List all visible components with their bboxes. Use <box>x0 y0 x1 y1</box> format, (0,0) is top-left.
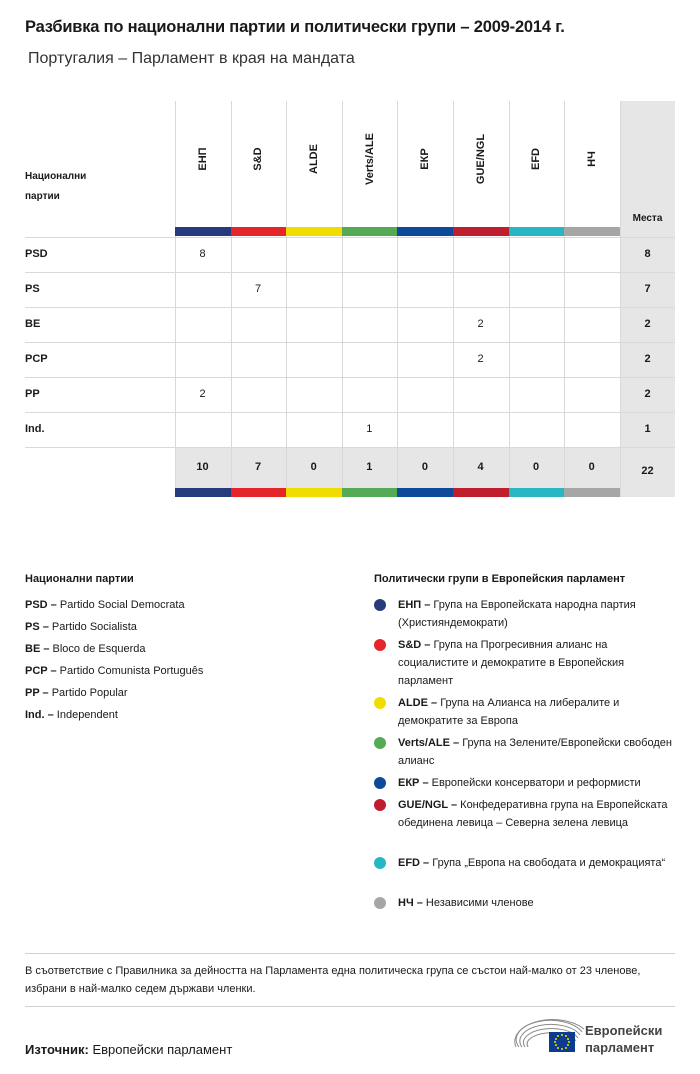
national-parties-header: Национални партии <box>25 171 87 202</box>
party-total-seats: 2 <box>644 353 651 365</box>
source-value: Европейски парламент <box>92 1042 233 1057</box>
seat-count-cell: 7 <box>255 283 262 295</box>
group-color-bar <box>231 227 287 236</box>
source-line <box>25 1042 232 1057</box>
group-color-bar-bottom <box>342 488 398 497</box>
row-divider <box>25 272 675 273</box>
political-group-item: ALDE – Група на Алианса на либералите и демократите за Европа <box>398 697 620 727</box>
party-row-label: PP <box>25 388 40 400</box>
group-header: GUE/NGL <box>474 133 487 185</box>
row-divider <box>25 412 675 413</box>
group-color-dot <box>374 777 386 789</box>
national-party-item: PS – Partido Socialista <box>25 621 137 633</box>
party-total-seats: 7 <box>644 283 651 295</box>
group-color-bar <box>286 227 342 236</box>
seat-count-cell: 2 <box>199 388 206 400</box>
page-title: Разбивка по национални партии и политически групи – 2009-2014 г. <box>25 18 565 36</box>
group-total: 1 <box>366 461 373 473</box>
national-party-item: PP – Partido Popular <box>25 687 128 699</box>
group-total: 10 <box>196 461 209 473</box>
political-group-item: EFD – Група „Европа на свободата и демокрацията“ <box>398 857 666 869</box>
group-header: ЕНП <box>196 147 209 171</box>
group-color-bar-bottom <box>509 488 565 497</box>
group-color-bar <box>175 227 231 236</box>
logo-line-1: Европейски <box>585 1023 663 1038</box>
seat-count-cell: 1 <box>366 423 373 435</box>
national-parties-legend-title: Национални партии <box>25 573 134 585</box>
row-divider <box>25 342 675 343</box>
group-color-bar-bottom <box>564 488 620 497</box>
group-total: 0 <box>588 461 595 473</box>
group-color-dot <box>374 799 386 811</box>
political-groups-legend-title: Политически групи в Европейския парламент <box>374 573 626 585</box>
group-total: 0 <box>533 461 540 473</box>
group-header: ЕКР <box>419 148 432 170</box>
source-label: Източник: <box>25 1042 89 1057</box>
logo-text <box>585 1022 662 1056</box>
national-party-item: PCP – Partido Comunista Português <box>25 665 204 677</box>
seat-count-cell: 8 <box>199 248 206 260</box>
political-group-item: ЕКР – Европейски консерватори и реформисти <box>398 777 641 789</box>
national-party-item: Ind. – Independent <box>25 709 118 721</box>
group-color-dot <box>374 897 386 909</box>
party-row-label: Ind. <box>25 423 45 435</box>
party-total-seats: 8 <box>644 248 651 260</box>
page-subtitle: Португалия – Парламент в края на мандата <box>28 50 355 67</box>
group-total: 7 <box>255 461 262 473</box>
party-row-label: PSD <box>25 248 48 260</box>
group-color-dot <box>374 599 386 611</box>
political-group-item: S&D – Група на Прогресивния алианс на социалистите и демократите в Европейския парламент <box>398 639 625 687</box>
group-total: 0 <box>310 461 317 473</box>
party-row-label: PS <box>25 283 40 295</box>
group-color-dot <box>374 639 386 651</box>
group-total: 0 <box>421 461 428 473</box>
group-header: S&D <box>252 147 265 171</box>
row-divider <box>25 377 675 378</box>
group-color-bar <box>509 227 565 236</box>
national-party-item: PSD – Partido Social Democrata <box>25 599 185 611</box>
group-color-bar <box>397 227 453 236</box>
seat-count-cell: 2 <box>477 318 484 330</box>
party-total-seats: 2 <box>644 318 651 330</box>
grand-total-seats: 22 <box>641 465 654 477</box>
group-color-bar-bottom <box>286 488 342 497</box>
seats-column-bg <box>620 101 675 497</box>
party-row-label: BE <box>25 318 41 330</box>
group-color-dot <box>374 857 386 869</box>
political-group-item: НЧ – Независими членове <box>398 897 534 909</box>
group-color-dot <box>374 737 386 749</box>
national-party-item: BE – Bloco de Esquerda <box>25 643 146 655</box>
group-header: EFD <box>530 148 543 170</box>
party-total-seats: 1 <box>644 423 651 435</box>
group-color-bar-bottom <box>231 488 287 497</box>
logo-line-2: парламент <box>585 1040 655 1055</box>
divider-bottom <box>25 1006 675 1007</box>
row-divider <box>25 307 675 308</box>
group-header: НЧ <box>586 151 598 167</box>
seat-count-cell: 2 <box>477 353 484 365</box>
political-group-item: GUE/NGL – Конфедеративна група на Европейската обединена левица – Северна зелена левица <box>398 799 668 829</box>
group-color-dot <box>374 697 386 709</box>
group-header: Verts/ALE <box>363 133 376 185</box>
group-color-bar <box>342 227 398 236</box>
group-total: 4 <box>477 461 484 473</box>
group-color-bar-bottom <box>397 488 453 497</box>
seats-header: Места <box>632 213 663 224</box>
group-color-bar-bottom <box>453 488 509 497</box>
political-group-item: Verts/ALE – Група на Зелените/Европейски свободен алианс <box>398 737 672 767</box>
group-color-bar <box>453 227 509 236</box>
group-header: ALDE <box>308 144 320 174</box>
group-color-bar <box>564 227 620 236</box>
party-total-seats: 2 <box>644 388 651 400</box>
seats-table <box>25 101 675 501</box>
party-row-label: PCP <box>25 353 48 365</box>
group-color-bar-bottom <box>175 488 231 497</box>
row-divider <box>25 447 675 448</box>
political-group-item: ЕНП – Група на Европейската народна партия (Християндемократи) <box>398 599 636 629</box>
divider-top <box>25 953 675 954</box>
row-divider <box>25 237 675 238</box>
rules-note: В съответствие с Правилника за дейността на Парламента една политическа група се състои най-малко от 23 членове, избрани в най-малко седем държави членки. <box>25 965 641 995</box>
